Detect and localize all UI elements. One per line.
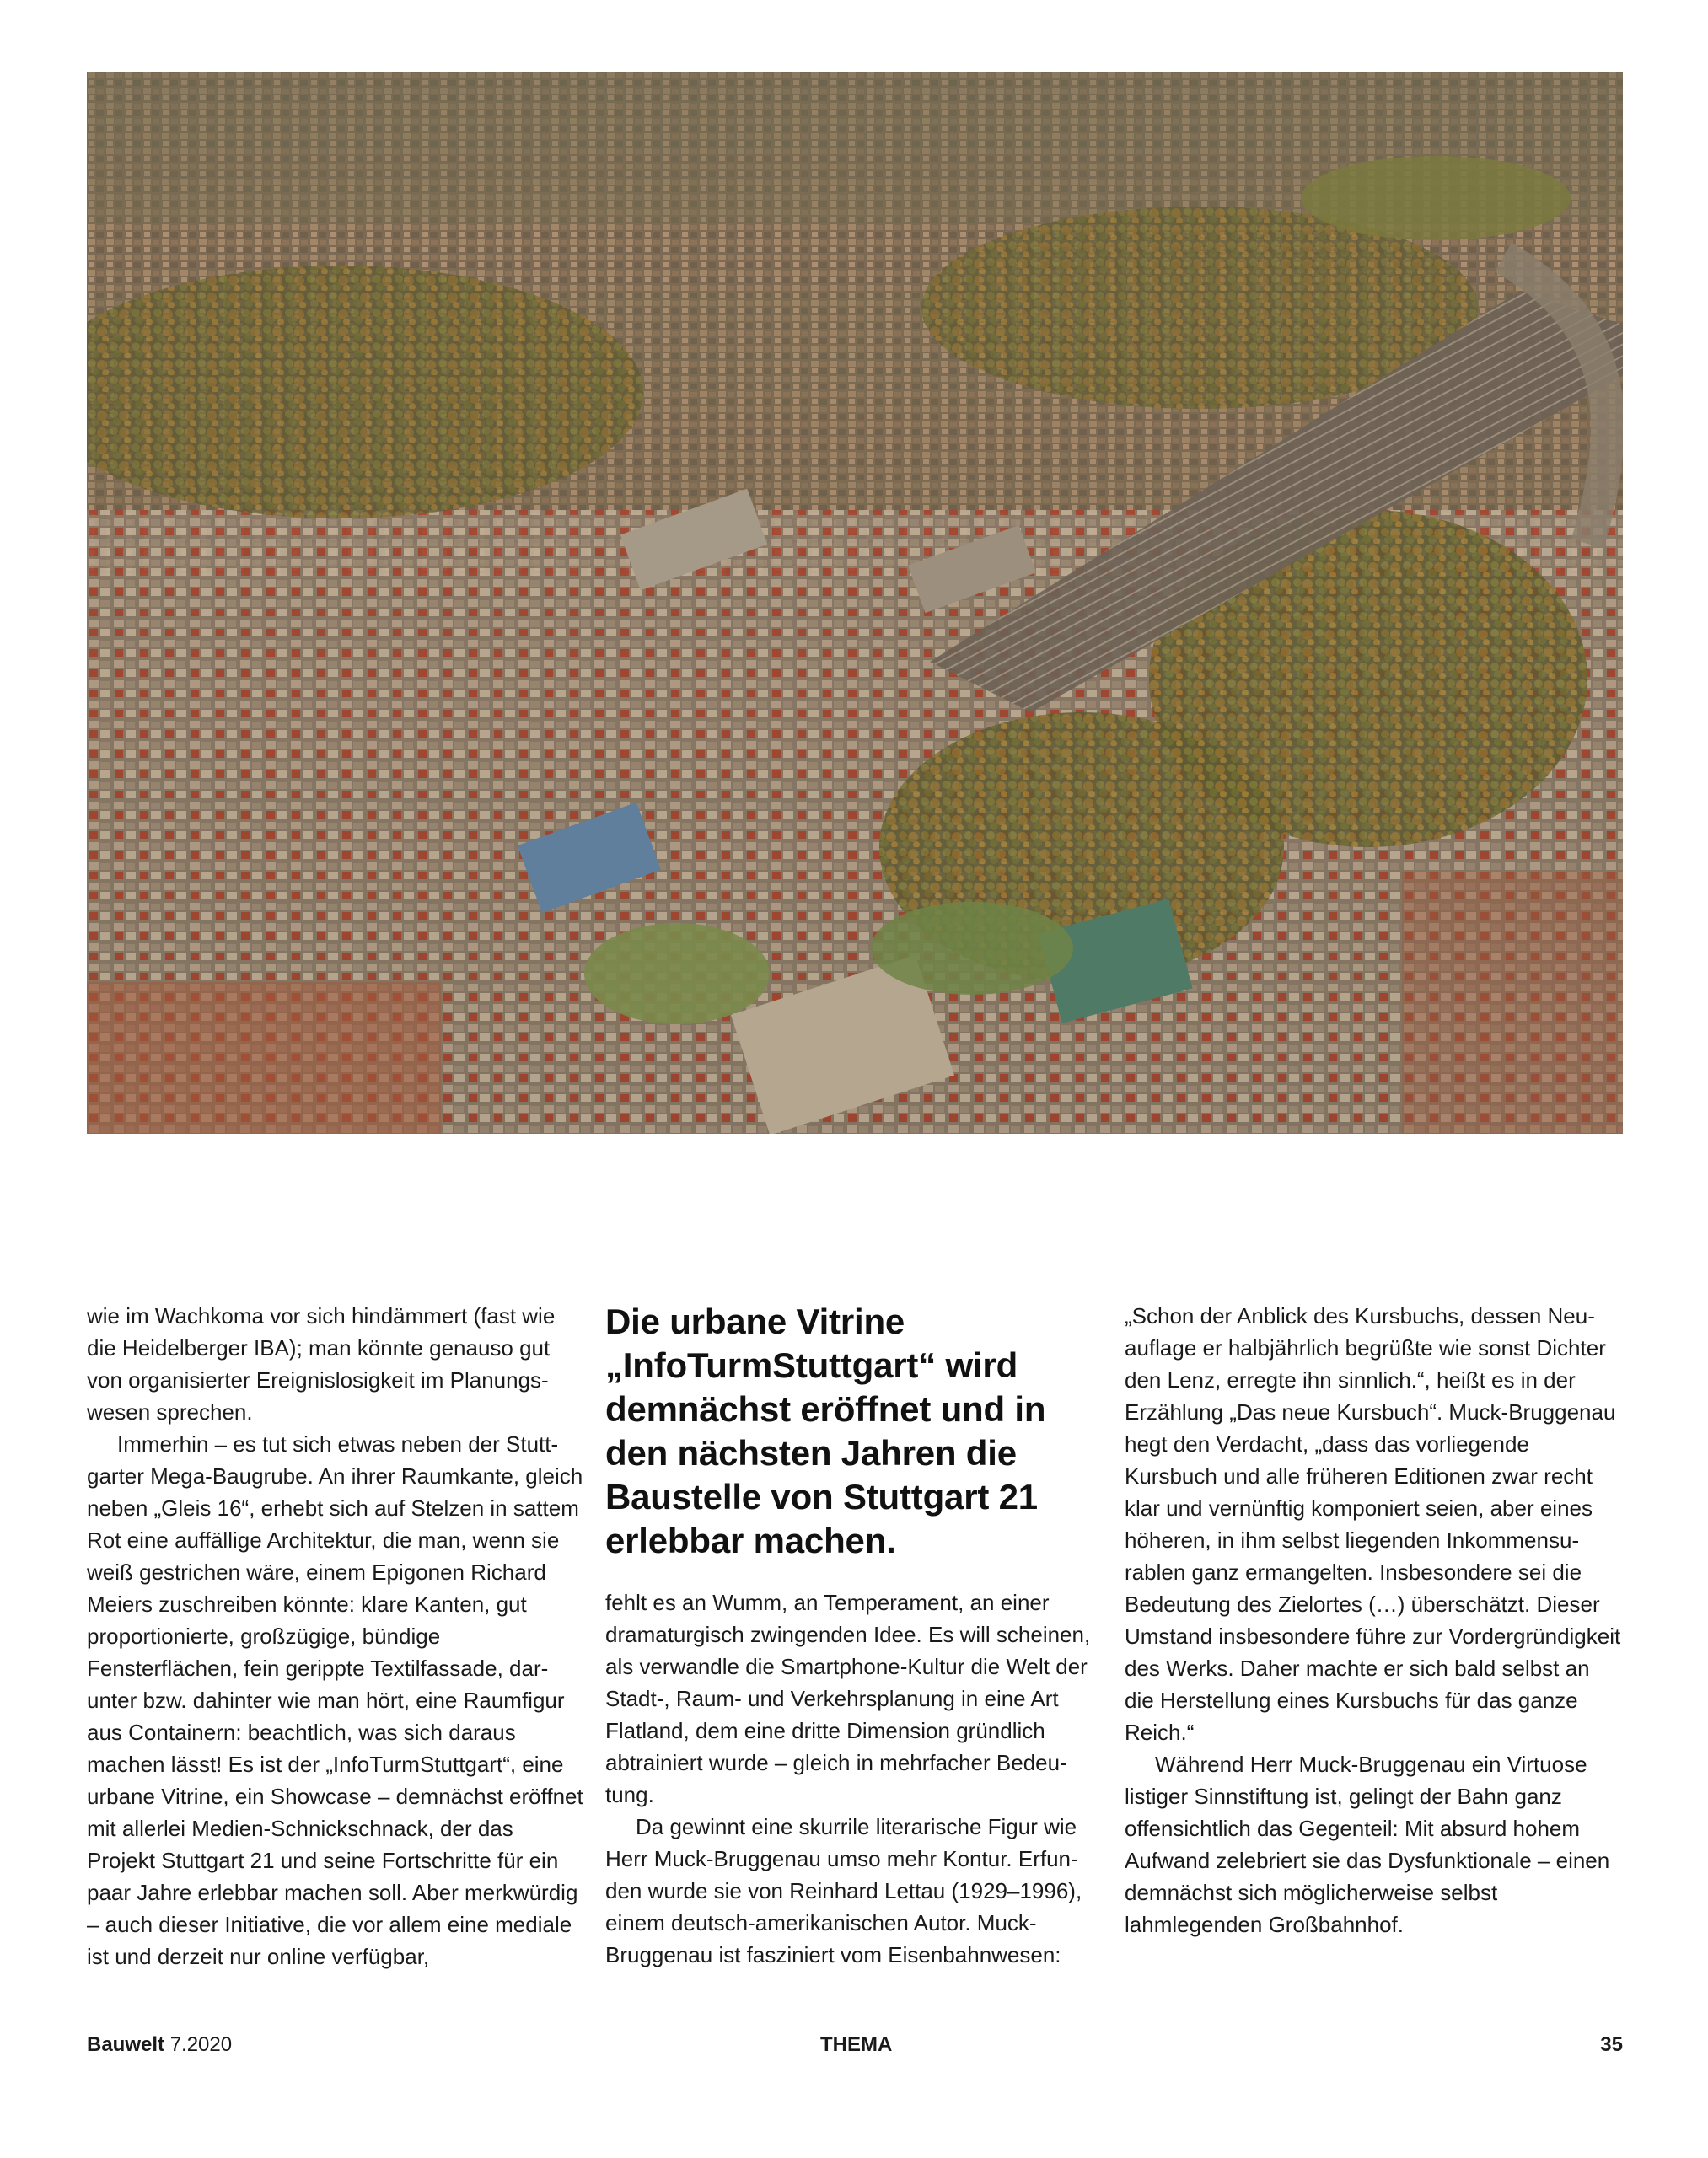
issue-number: 7.2020 xyxy=(169,2033,233,2056)
text-column-1 xyxy=(87,1300,584,1973)
body-paragraph: Da gewinnt eine skurrile literarische Figur wie Herr Muck-Bruggenau umso mehr Kontur. Erfunden wurde sie von Reinhard Lettau (1929–1996), einem deutsch-amerikanischen Autor. Muck-Bruggenau ist fasziniert vom Eisenbahnwesen: xyxy=(605,1814,1082,1967)
footer-section: THEMA xyxy=(820,2033,893,2056)
body-paragraph: wie im Wachkoma vor sich hindämmert (fast wie die Heidelberger IBA); man könnte genauso gut von organisierter Ereignislosigkeit im Planungswesen sprechen. xyxy=(87,1303,556,1425)
body-paragraph: „Schon der Anblick des Kursbuchs, dessen Neuauflage er halbjährlich begrüßte wie sonst Dichter den Lenz, erregte ihn sinnlich.“, heißt es in der Erzählung „Das neue Kursbuch“. Muck-Bruggenau hegt den Verdacht, „dass das vorliegende Kursbuch und alle früheren Editionen zwar recht klar und vernünftig komponiert seien, aber eines höheren, in ihm selbst liegenden Inkommensurablen ganz ermangelten. Insbesondere sei die Bedeutung des Zielortes (…) überschätzt. Dieser Umstand insbesondere führe zur Vordergründigkeit des Werks. Daher machte er sich bald selbst an die Herstellung eines Kursbuchs für das ganze Reich.“ xyxy=(1125,1303,1621,1745)
body-paragraph: Immerhin – es tut sich etwas neben der Stuttgarter Mega-Baugrube. An ihrer Raumkante, gleich neben „Gleis 16“, erhebt sich auf Stelzen in sattem Rot eine auffällige Architektur, die man, wenn sie weiß gestrichen wäre, einem Epigonen Richard Meiers zuschreiben könnte: klare Kanten, gut proportionierte, großzügige, bündige Fensterflächen, fein gerippte Textilfassade, darunter bzw. dahinter wie man hört, eine Raumfigur aus Containern: beachtlich, was sich daraus machen lässt! Es ist der „InfoTurmStuttgart“, eine urbane Vitrine, ein Showcase – demnächst eröffnet mit allerlei Medien-Schnickschnack, der das Projekt Stuttgart 21 und seine Fortschritte für ein paar Jahre erlebbar machen soll. Aber merkwürdig – auch dieser Initiative, die vor allem eine mediale ist und derzeit nur online verfügbar, xyxy=(87,1431,583,1969)
aerial-photo xyxy=(87,72,1623,1134)
text-column-2 xyxy=(605,1300,1103,1971)
body-paragraph: Während Herr Muck-Bruggenau ein Virtuose listiger Sinnstiftung ist, gelingt der Bahn ganz offensichtlich das Gegenteil: Mit absurd hohem Aufwand zelebriert sie das Dysfunktionale – einen demnächst sich möglicherweise selbst lahmlegenden Großbahnhof. xyxy=(1125,1752,1610,1937)
footer-magazine xyxy=(87,2030,232,2060)
body-paragraph: fehlt es an Wumm, an Temperament, an einer dramaturgisch zwingenden Idee. Es will scheinen, als verwandle die Smartphone-Kultur die Welt der Stadt-, Raum- und Verkehrsplanung in eine Art Flatland, dem eine dritte Dimension gründlich abtrainiert wurde – gleich in mehrfacher Bedeutung. xyxy=(605,1590,1091,1807)
page-number: 35 xyxy=(1600,2033,1623,2056)
page-footer xyxy=(87,2030,1623,2060)
pullquote: Die urbane Vitrine „InfoTurmStuttgart“ wird demnächst eröffnet und in den nächsten Jahren die Baustelle von Stuttgart 21 erlebbar machen. xyxy=(605,1302,1046,1560)
text-column-3 xyxy=(1125,1300,1622,1941)
magazine-name: Bauwelt xyxy=(87,2033,165,2056)
aerial-city-illustration xyxy=(87,72,1623,1134)
